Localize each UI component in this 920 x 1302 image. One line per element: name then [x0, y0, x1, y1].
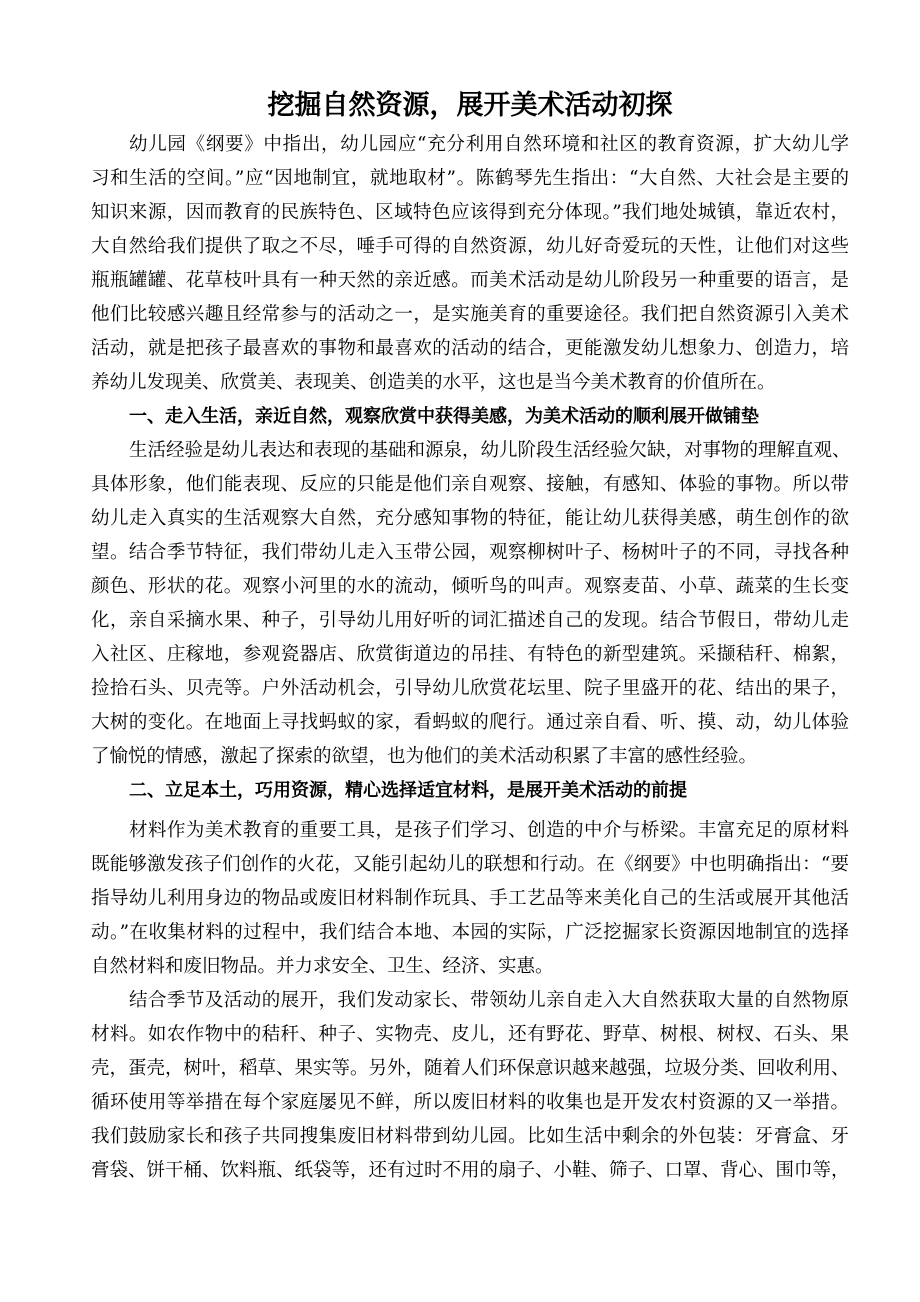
text-line: 望。结合季节特征，我们带幼儿走入玉带公园，观察柳树叶子、杨树叶子的不同，寻找各种: [91, 542, 849, 563]
text-line: 既能够激发孩子们创作的火花，又能引起幼儿的联想和行动。在《纲要》中也明确指出：“要: [91, 854, 849, 875]
text-line: 幼儿园《纲要》中指出，幼儿园应“充分利用自然环境和社区的教育资源，扩大幼儿学: [129, 134, 849, 155]
section-heading: [91, 400, 849, 434]
text-line: 知识来源，因而教育的民族特色、区域特色应该得到充分体现。”我们地处城镇，靠近农村，: [91, 202, 849, 223]
text-line: 幼儿走入真实的生活观察大自然，充分感知事物的特征，能让幼儿获得美感，萌生创作的欲: [91, 508, 849, 529]
text-line: 自然材料和废旧物品。并力求安全、卫生、经济、实惠。: [91, 956, 554, 977]
text-line: 瓶瓶罐罐、花草枝叶具有一种天然的亲近感。而美术活动是幼儿阶段另一种重要的语言，是: [91, 270, 849, 291]
text-line: 入社区、庄稼地，参观瓷器店、欣赏街道边的吊挂、有特色的新型建筑。采撷秸秆、棉絮，: [91, 644, 849, 665]
text-line: 二、立足本土，巧用资源，精心选择适宜材料，是展开美术活动的前提: [129, 780, 687, 801]
text-line: 我们鼓励家长和孩子共同搜集废旧材料带到幼儿园。比如生活中剩余的外包装：牙膏盒、牙: [91, 1126, 849, 1147]
text-line: 循环使用等举措在每个家庭屡见不鲜，所以废旧材料的收集也是开发农村资源的又一举措。: [91, 1092, 849, 1113]
text-line: 大自然给我们提供了取之不尽，唾手可得的自然资源，幼儿好奇爱玩的天性，让他们对这些: [91, 236, 849, 257]
text-line: 生活经验是幼儿表达和表现的基础和源泉，幼儿阶段生活经验欠缺，对事物的理解直观、: [129, 440, 851, 461]
text-line: 捡拾石头、贝壳等。户外活动机会，引导幼儿欣赏花坛里、院子里盛开的花、结出的果子，: [91, 678, 849, 699]
document-body: [91, 128, 849, 1188]
paragraph: [91, 434, 849, 774]
text-line: 膏袋、饼干桶、饮料瓶、纸袋等，还有过时不用的扇子、小鞋、筛子、口罩、背心、围巾等，: [91, 1160, 850, 1181]
text-line: 习和生活的空间。”应“因地制宜，就地取材”。陈鹤琴先生指出：“大自然、大社会是主要的: [91, 168, 849, 189]
document-page: [91, 84, 849, 1188]
text-line: 化，亲自采摘水果、种子，引导幼儿用好听的词汇描述自己的发现。结合节假日，带幼儿走: [91, 610, 849, 631]
paragraph: [91, 814, 849, 984]
text-line: 养幼儿发现美、欣赏美、表现美、创造美的水平，这也是当今美术教育的价值所在。: [91, 372, 776, 393]
text-line: 大树的变化。在地面上寻找蚂蚁的家，看蚂蚁的爬行。通过亲自看、听、摸、动，幼儿体验: [91, 712, 849, 733]
text-line: 了愉悦的情感，激起了探索的欲望，也为他们的美术活动积累了丰富的感性经验。: [91, 746, 758, 767]
text-line: 他们比较感兴趣且经常参与的活动之一，是实施美育的重要途径。我们把自然资源引入美术: [91, 304, 849, 325]
paragraph: [91, 984, 849, 1188]
text-line: 壳，蛋壳，树叶，稻草、果实等。另外，随着人们环保意识越来越强，垃圾分类、回收利用、: [91, 1058, 850, 1079]
text-line: 结合季节及活动的展开，我们发动家长、带领幼儿亲自走入大自然获取大量的自然物原: [129, 990, 849, 1011]
text-line: 材料。如农作物中的秸秆、种子、实物壳、皮儿，还有野花、野草、树根、树杈、石头、果: [91, 1024, 849, 1045]
text-line: 材料作为美术教育的重要工具，是孩子们学习、创造的中介与桥梁。丰富充足的原材料: [129, 820, 849, 841]
paragraph: [91, 128, 849, 400]
section-heading: [91, 774, 849, 808]
text-line: 活动，就是把孩子最喜欢的事物和最喜欢的活动的结合，更能激发幼儿想象力、创造力，培: [91, 338, 849, 359]
text-line: 具体形象，他们能表现、反应的只能是他们亲自观察、接触，有感知、体验的事物。所以带: [91, 474, 849, 495]
document-title: 挖掘自然资源，展开美术活动初探: [267, 90, 673, 121]
text-line: 颜色、形状的花。观察小河里的水的流动，倾听鸟的叫声。观察麦苗、小草、蔬菜的生长变: [91, 576, 849, 597]
text-line: 指导幼儿利用身边的物品或废旧材料制作玩具、手工艺品等来美化自己的生活或展开其他活: [91, 888, 849, 909]
text-line: 一、走入生活，亲近自然，观察欣赏中获得美感，为美术活动的顺利展开做铺垫: [129, 406, 759, 427]
text-line: 动。”在收集材料的过程中，我们结合本地、本园的实际，广泛挖掘家长资源因地制宜的选择: [91, 922, 849, 943]
